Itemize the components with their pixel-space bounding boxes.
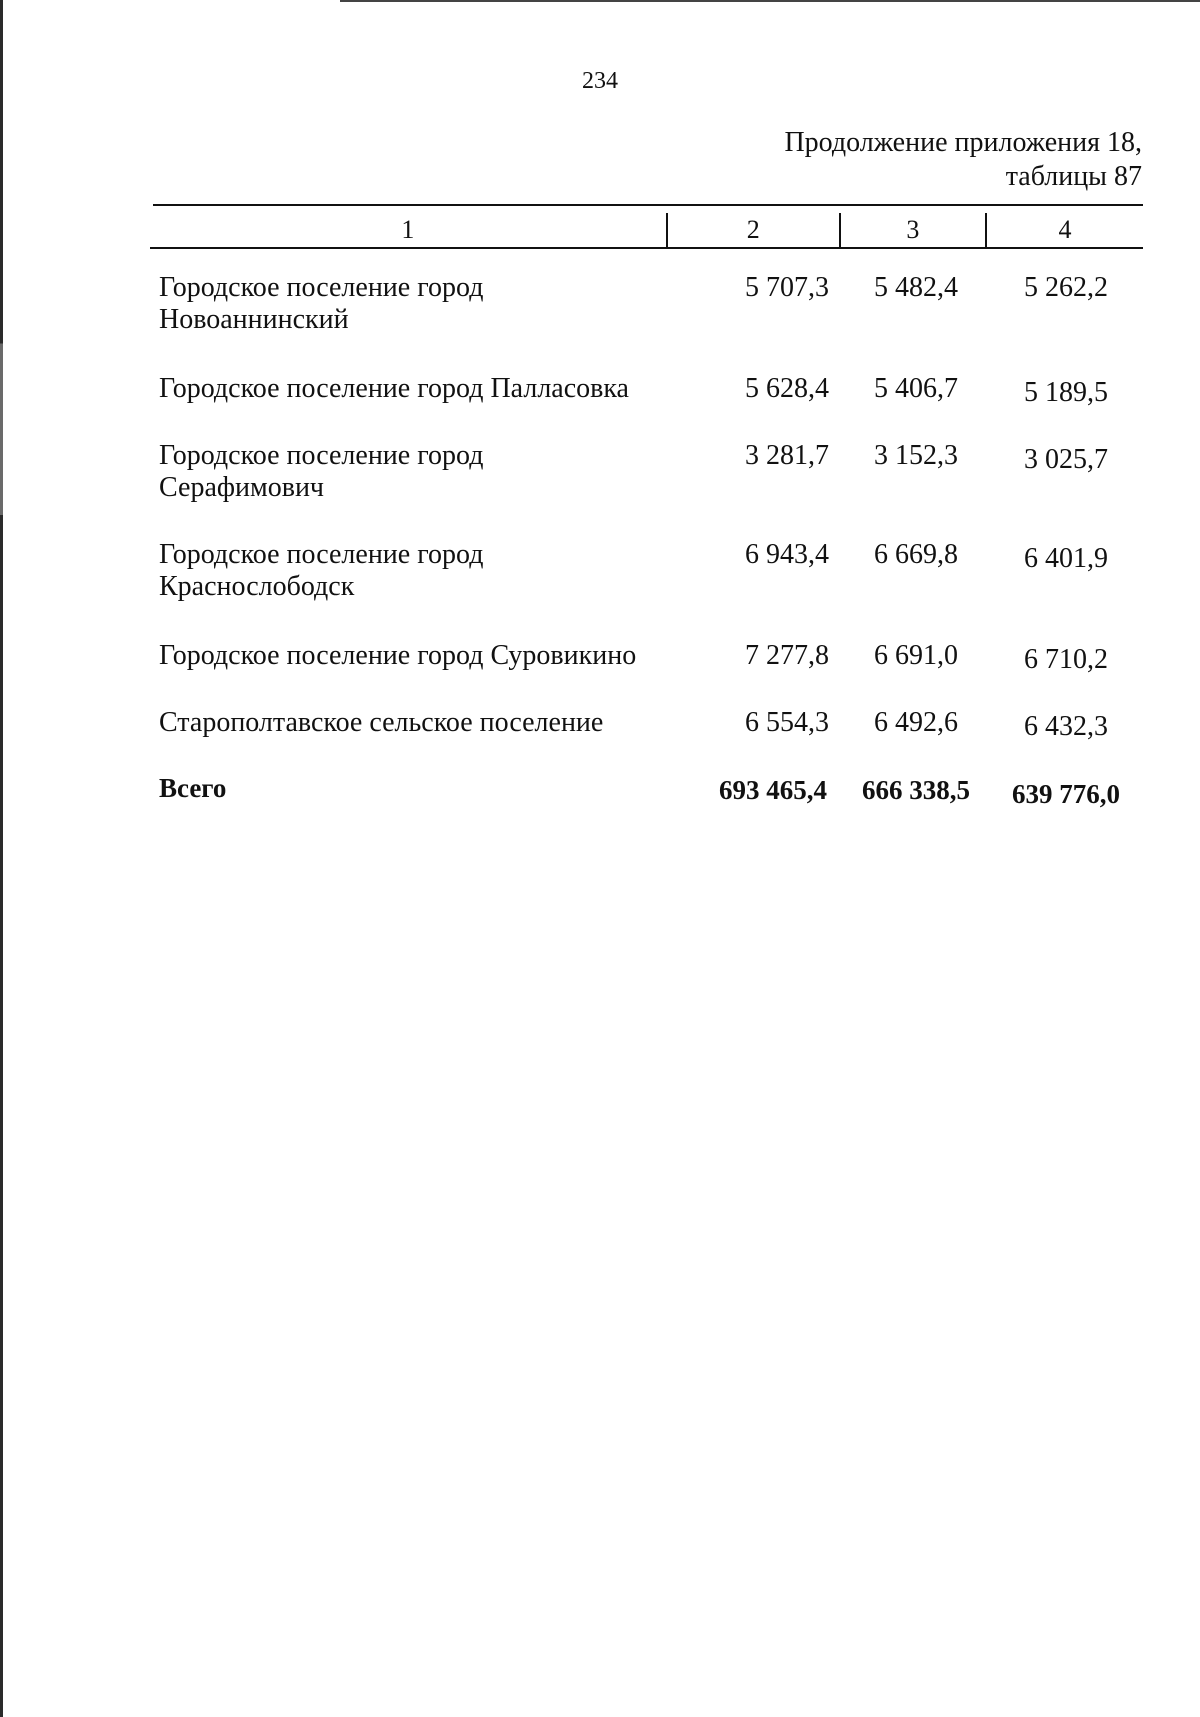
scan-edge-top	[340, 0, 1200, 2]
row-value-col-3: 5 406,7	[874, 373, 958, 404]
row-value-col-3: 6 691,0	[874, 640, 958, 671]
row-value-col-4: 5 189,5	[1024, 377, 1108, 408]
row-value-col-4: 6 401,9	[1024, 543, 1108, 574]
row-name: Городское поселение город Краснослободск	[159, 539, 484, 602]
row-value-col-2: 7 277,8	[745, 640, 829, 671]
appendix-line-1: Продолжение приложения 18,	[784, 127, 1142, 158]
row-value-col-4: 3 025,7	[1024, 444, 1108, 475]
row-name: Городское поселение город Палласовка	[159, 373, 629, 404]
row-name: Городское поселение город Серафимович	[159, 440, 484, 503]
row-value-col-4: 6 432,3	[1024, 711, 1108, 742]
table-header	[150, 213, 1143, 249]
header-col-3: 3	[840, 213, 986, 248]
page-number: 234	[582, 68, 618, 94]
row-value-col-4: 6 710,2	[1024, 644, 1108, 675]
total-label: Всего	[159, 773, 227, 803]
row-name: Городское поселение город Новоаннинский	[159, 272, 484, 335]
row-value-col-2: 3 281,7	[745, 440, 829, 471]
total-value-col-4: 639 776,0	[1012, 779, 1120, 809]
header-col-4: 4	[986, 213, 1143, 248]
row-value-col-3: 5 482,4	[874, 272, 958, 303]
total-value-col-3: 666 338,5	[862, 775, 970, 805]
header-col-1: 1	[150, 213, 667, 248]
row-value-col-2: 6 554,3	[745, 707, 829, 738]
row-value-col-4: 5 262,2	[1024, 272, 1108, 303]
row-value-col-2: 5 707,3	[745, 272, 829, 303]
row-name: Старополтавское сельское поселение	[159, 707, 604, 738]
appendix-line-2: таблицы 87	[1005, 161, 1142, 192]
row-name: Городское поселение город Суровикино	[159, 640, 637, 671]
header-col-2: 2	[667, 213, 840, 248]
row-value-col-3: 6 669,8	[874, 539, 958, 570]
row-value-col-2: 5 628,4	[745, 373, 829, 404]
table-top-rule	[153, 204, 1143, 206]
total-value-col-2: 693 465,4	[719, 775, 827, 805]
row-value-col-3: 6 492,6	[874, 707, 958, 738]
scan-edge-left	[0, 0, 3, 1717]
appendix-note	[784, 126, 1142, 194]
row-value-col-2: 6 943,4	[745, 539, 829, 570]
row-value-col-3: 3 152,3	[874, 440, 958, 471]
